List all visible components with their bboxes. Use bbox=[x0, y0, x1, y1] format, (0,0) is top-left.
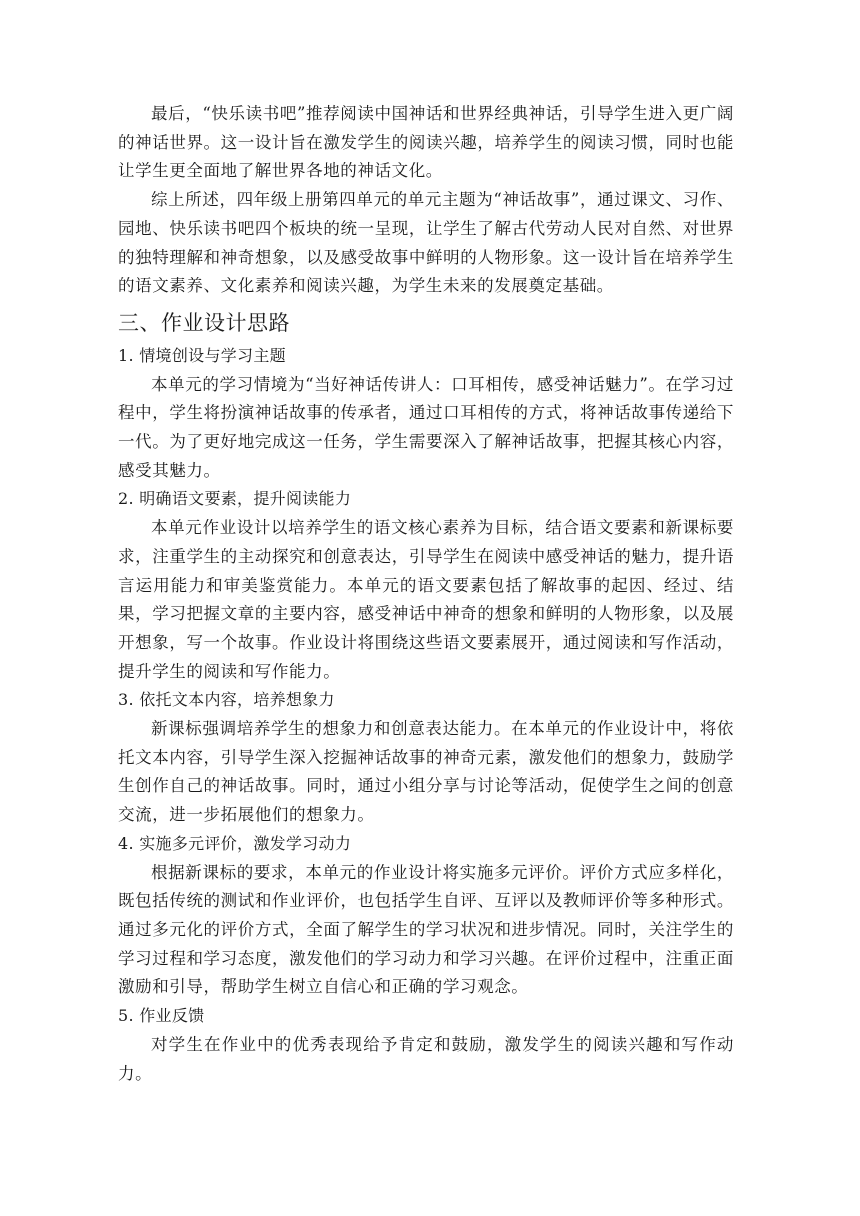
design-item-2 bbox=[118, 485, 734, 686]
item-body: 本单元的学习情境为“当好神话传讲人：口耳相传，感受神话魅力”。在学习过程中，学生将扮演神话故事的传承者，通过口耳相传的方式，将神话故事传递给下一代。为了更好地完成这一任务，学生需要深入了解神话故事，把握其核心内容，感受其魅力。 bbox=[118, 374, 734, 480]
section-heading: 三、作业设计思路 bbox=[118, 310, 290, 335]
design-item-1 bbox=[118, 342, 734, 486]
intro-paragraph-1: 最后，“快乐读书吧”推荐阅读中国神话和世界经典神话，引导学生进入更广阔的神话世界。这一设计旨在激发学生的阅读兴趣，培养学生的阅读习惯，同时也能让学生更全面地了解世界各地的神话文化。 bbox=[118, 104, 734, 181]
item-title: 1. 情境创设与学习主题 bbox=[118, 345, 286, 365]
item-title: 3. 依托文本内容，培养想象力 bbox=[118, 690, 335, 710]
item-body: 根据新课标的要求，本单元的作业设计将实施多元评价。评价方式应多样化，既包括传统的测试和作业评价，也包括学生自评、互评以及教师评价等多种形式。通过多元化的评价方式，全面了解学生的学习状况和进步情况。同时，关注学生的学习过程和学习态度，激发他们的学习动力和学习兴趣。在评价过程中，注重正面激励和引导，帮助学生树立自信心和正确的学习观念。 bbox=[118, 862, 734, 997]
document-page bbox=[118, 100, 734, 1088]
item-title: 4. 实施多元评价，激发学习动力 bbox=[118, 833, 352, 853]
design-item-4 bbox=[118, 830, 734, 1002]
design-item-3 bbox=[118, 686, 734, 830]
design-item-5 bbox=[118, 1002, 734, 1088]
item-body: 本单元作业设计以培养学生的语文核心素养为目标，结合语文要素和新课标要求，注重学生的主动探究和创意表达，引导学生在阅读中感受神话的魅力，提升语言运用能力和审美鉴赏能力。本单元的语文要素包括了解故事的起因、经过、结果，学习把握文章的主要内容，感受神话中神奇的想象和鲜明的人物形象，以及展开想象，写一个故事。作业设计将围绕这些语文要素展开，通过阅读和写作活动，提升学生的阅读和写作能力。 bbox=[118, 518, 734, 681]
item-body: 新课标强调培养学生的想象力和创意表达能力。在本单元的作业设计中，将依托文本内容，引导学生深入挖掘神话故事的神奇元素，激发他们的想象力，鼓励学生创作自己的神话故事。同时，通过小组分享与讨论等活动，促使学生之间的创意交流，进一步拓展他们的想象力。 bbox=[118, 719, 734, 825]
item-title: 5. 作业反馈 bbox=[118, 1006, 205, 1026]
intro-paragraph-2: 综上所述，四年级上册第四单元的单元主题为“神话故事”，通过课文、习作、园地、快乐读书吧四个板块的统一呈现，让学生了解古代劳动人民对自然、对世界的独特理解和神奇想象，以及感受故事中鲜明的人物形象。这一设计旨在培养学生的语文素养、文化素养和阅读兴趣，为学生未来的发展奠定基础。 bbox=[118, 190, 734, 296]
item-body: 对学生在作业中的优秀表现给予肯定和鼓励，激发学生的阅读兴趣和写作动力。 bbox=[118, 1034, 734, 1083]
item-title: 2. 明确语文要素，提升阅读能力 bbox=[118, 489, 352, 509]
